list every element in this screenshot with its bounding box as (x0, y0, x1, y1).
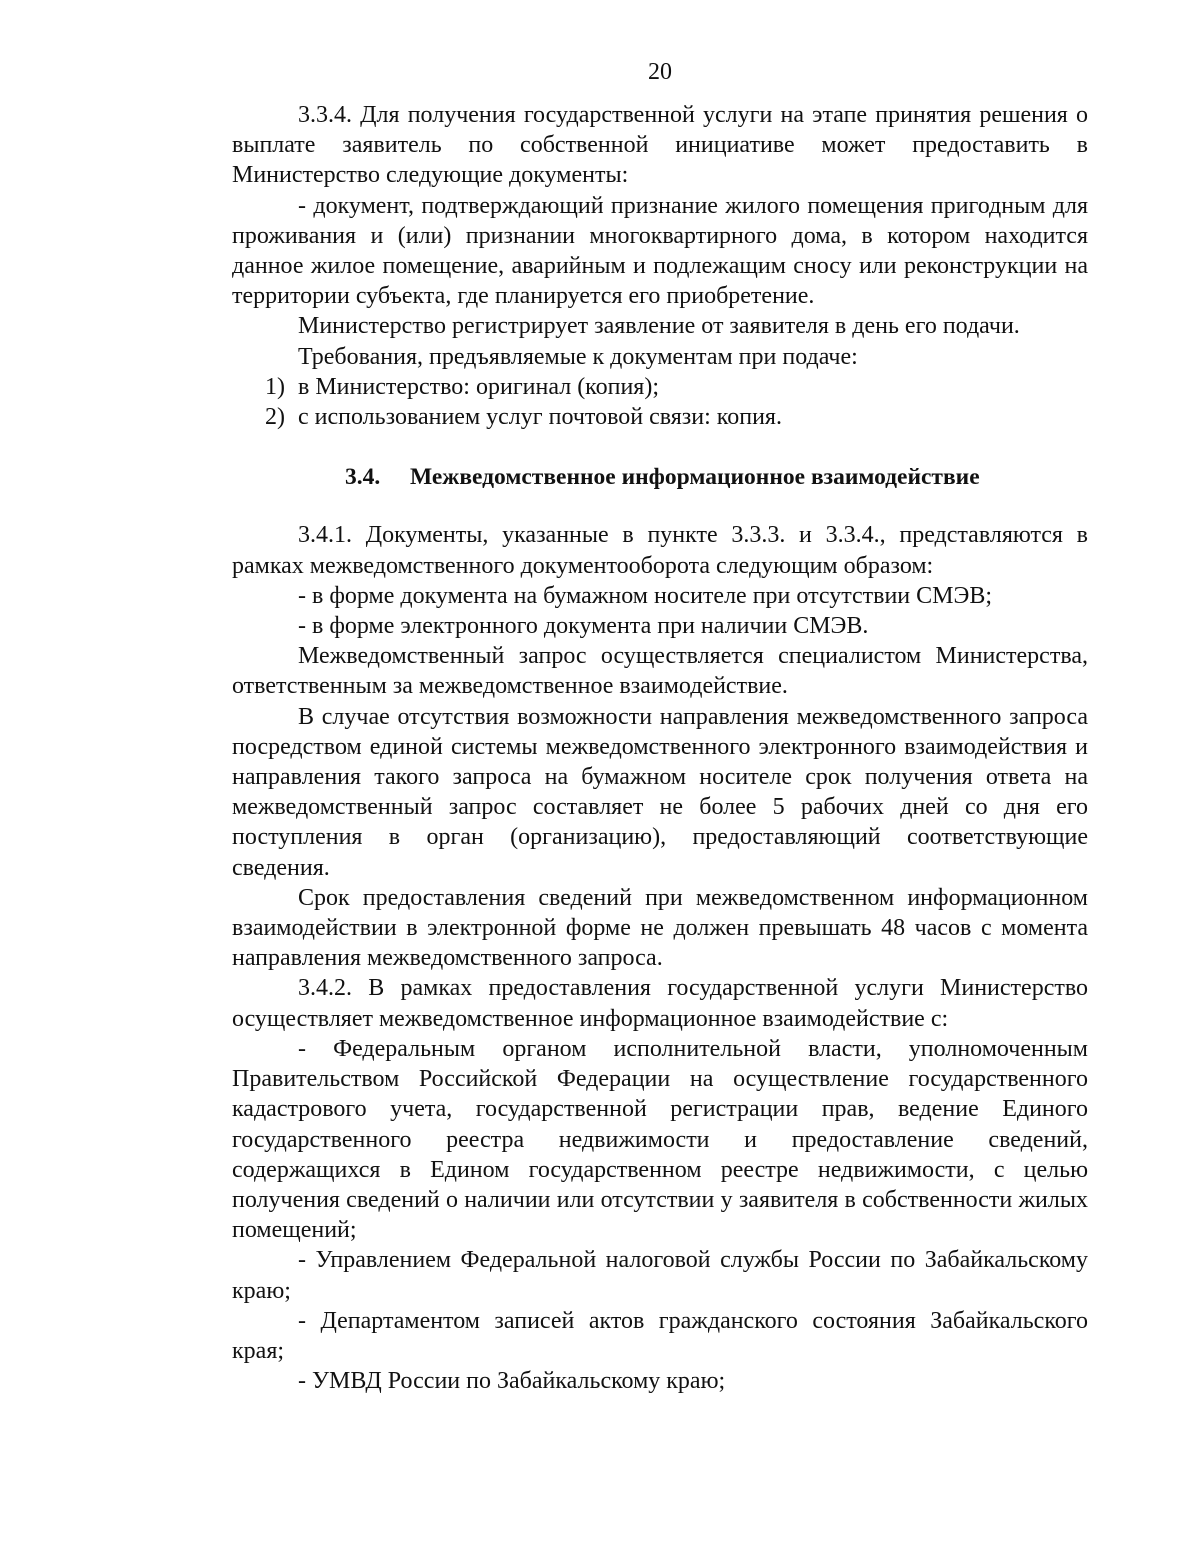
document-body (232, 100, 1088, 1396)
requirement-text: в Министерство: оригинал (копия); (298, 373, 660, 400)
list-item: - в форме документа на бумажном носителе при отсутствии СМЭВ; (298, 582, 992, 609)
list-item: - в форме электронного документа при наличии СМЭВ. (298, 613, 869, 640)
requirement-item-1 (232, 372, 1088, 402)
requirement-number: 2) (265, 404, 285, 431)
section-title: Межведомственное информационное взаимодействие (410, 464, 980, 491)
list-item: - Управлением Федеральной налоговой службы России по Забайкальскому краю; (232, 1247, 1088, 1304)
requirements-intro: Требования, предъявляемые к документам при подаче: (298, 343, 858, 370)
requirement-number: 1) (265, 373, 285, 400)
paragraph-3-4-2: 3.4.2. В рамках предоставления государственной услуги Министерство осуществляет межведомственное информационное взаимодействие с: (232, 975, 1088, 1032)
paragraph-3-4-1: 3.4.1. Документы, указанные в пункте 3.3.3. и 3.3.4., представляются в рамках межведомственного документооборота следующим образом: (232, 522, 1088, 579)
document-list-item: - документ, подтверждающий признание жилого помещения пригодным для проживания и (или) признании многоквартирного дома, в котором находится данное жилое помещение, аварийным и подлежащим сносу или реконструкции на территории субъекта, где планируется его приобретение. (232, 192, 1088, 310)
page-number: 20 (648, 59, 672, 85)
registration-paragraph: Министерство регистрирует заявление от заявителя в день его подачи. (298, 313, 1020, 340)
list-item: - УМВД России по Забайкальскому краю; (298, 1368, 726, 1395)
paragraph-3-3-4: 3.3.4. Для получения государственной услуги на этапе принятия решения о выплате заявитель по собственной инициативе может предоставить в Министерство следующие документы: (232, 102, 1088, 189)
section-heading (232, 462, 1088, 492)
requirement-text: с использованием услуг почтовой связи: копия. (298, 404, 782, 431)
paragraph-electronic-term: Срок предоставления сведений при межведомственном информационном взаимодействии в электронной форме не должен превышать 48 часов с момента направления межведомственного запроса. (232, 884, 1088, 972)
requirement-item-2 (232, 402, 1088, 432)
list-item: - Федеральным органом исполнительной власти, уполномоченным Правительством Российской Федерации на осуществление государственного кадастрового учета, государственной регистрации прав, ведение Единого государственного реестра недвижимости и предоставление сведений, содержащихся в Едином государственном реестре недвижимости, с целью получения сведений о наличии или отсутствии у заявителя в собственности жилых помещений; (232, 1035, 1088, 1244)
paragraph-paper-request: В случае отсутствия возможности направления межведомственного запроса посредством единой системы межведомственного электронного взаимодействия и направления такого запроса на бумажном носителе срок получения ответа на межведомственный запрос составляет не более 5 рабочих дней со дня его поступления в орган (организацию), предоставляющий соответствующие сведения. (232, 703, 1088, 881)
paragraph-request-specialist: Межведомственный запрос осуществляется специалистом Министерства, ответственным за межведомственное взаимодействие. (232, 643, 1088, 700)
list-item: - Департаментом записей актов гражданского состояния Забайкальского края; (232, 1307, 1088, 1364)
section-number: 3.4. (345, 464, 381, 491)
